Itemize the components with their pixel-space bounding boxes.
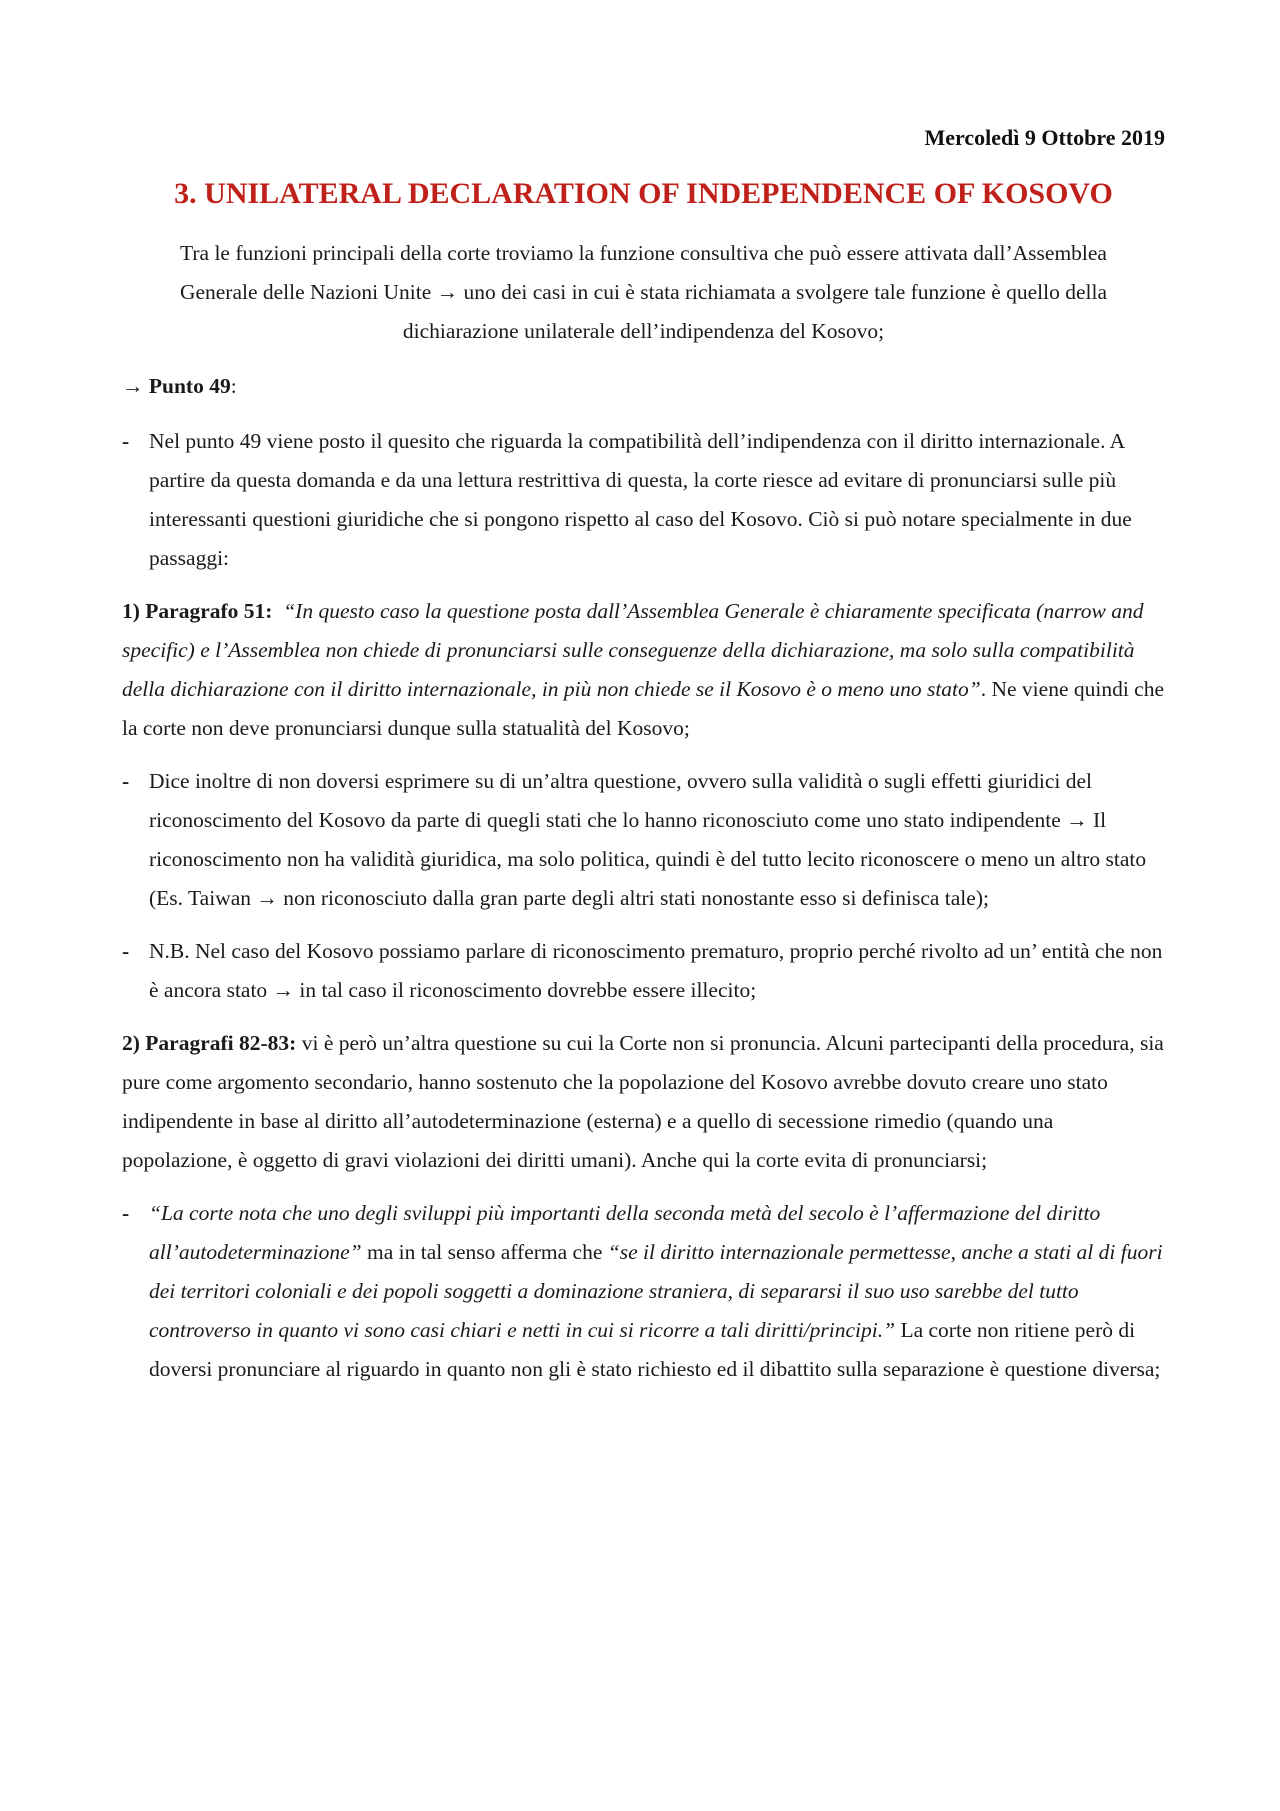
paragrafi-82-83 (122, 1024, 1165, 1180)
page-title: 3. UNILATERAL DECLARATION OF INDEPENDENCE OF KOSOVO (174, 177, 1113, 210)
paragrafo-51-label: 1) Paragrafo 51: (122, 599, 273, 623)
paragrafo-51 (122, 592, 1165, 748)
punto-49-colon: : (230, 374, 237, 398)
paragrafo-51-rest: . Ne viene quindi che la corte non deve pronunciarsi dunque sulla statualità del Kosovo; (122, 677, 1165, 740)
bullet-item (122, 932, 1165, 1010)
bullet-mid-text: ma in tal senso afferma che (361, 1240, 608, 1264)
arrow-glyph: → (122, 374, 149, 398)
bullet-text: Nel punto 49 viene posto il quesito che riguarda la compatibilità dell’indipendenza con il diritto internazionale. A partire da questa domanda e da una lettura restrittiva di questa, la corte riesce ad evitare di pronunciarsi sulle più interessanti questioni giuridiche che si pongono rispetto al caso del Kosovo. Ciò si può notare specialmente in due passaggi: (149, 429, 1132, 570)
bullet-dash: - (122, 769, 130, 793)
bullet-dash: - (122, 429, 130, 453)
punto-49-label: Punto 49 (148, 374, 231, 398)
date-header: Mercoledì 9 Ottobre 2019 (924, 125, 1165, 150)
bullet-dash: - (122, 939, 130, 963)
bullet-item (122, 762, 1165, 918)
bullet-end-text: La corte non ritiene però di doversi pronunciare al riguardo in quanto non gli è stato richiesto ed il dibattito sulla separazione è questione diversa; (149, 1318, 1161, 1381)
punto-49-heading (122, 367, 1165, 406)
bullet-item (122, 422, 1165, 578)
paragrafi-82-83-label: 2) Paragrafi 82-83: (122, 1031, 297, 1055)
bullet-quote-2: “se il diritto internazionale permettesse, anche a stati al di fuori dei territori coloniali e dei popoli soggetti a dominazione straniera, di separarsi il suo uso sarebbe del tutto controverso in quanto vi sono casi chiari e netti in cui si ricorre a tali diritti/principi.” (149, 1240, 1163, 1342)
paragrafo-51-quote: “In questo caso la questione posta dall’Assemblea Generale è chiaramente specificata (narrow and specific) e l’Assemblea non chiede di pronunciarsi sulle conseguenze della dichiarazione, ma solo sulla compatibilità della dichiarazione con il diritto internazionale, in più non chiede se il Kosovo è o meno uno stato” (122, 599, 1144, 701)
bullet-dash: - (122, 1201, 130, 1225)
bullet-quote-1: “La corte nota che uno degli sviluppi più importanti della seconda metà del secolo è l’affermazione del diritto all’autodeterminazione” (149, 1201, 1101, 1264)
paragrafi-82-83-text: vi è però un’altra questione su cui la Corte non si pronuncia. Alcuni partecipanti della procedura, sia pure come argomento secondario, hanno sostenuto che la popolazione del Kosovo avrebbe dovuto creare uno stato indipendente in base al diritto all’autodeterminazione (esterna) e a quello di secessione rimedio (quando una popolazione, è oggetto di gravi violazioni dei diritti umani). Anche qui la corte evita di pronunciarsi; (122, 1031, 1164, 1172)
bullet-text: Dice inoltre di non doversi esprimere su di un’altra questione, ovvero sulla validità o sugli effetti giuridici del riconoscimento del Kosovo da parte di quegli stati che lo hanno riconosciuto come uno stato indipendente → Il riconoscimento non ha validità giuridica, ma solo politica, quindi è del tutto lecito riconoscere o meno un altro stato (Es. Taiwan → non riconosciuto dalla gran parte degli altri stati nonostante esso si definisca tale); (149, 769, 1147, 910)
bullet-text: N.B. Nel caso del Kosovo possiamo parlare di riconoscimento prematuro, proprio perché rivolto ad un’ entità che non è ancora stato → in tal caso il riconoscimento dovrebbe essere illecito; (149, 939, 1163, 1002)
intro-paragraph: Tra le funzioni principali della corte troviamo la funzione consultiva che può essere attivata dall’Assemblea Generale delle Nazioni Unite → uno dei casi in cui è stata richiamata a svolgere tale funzione è quello della dichiarazione unilaterale dell’indipendenza del Kosovo; (179, 241, 1108, 343)
bullet-item (122, 1194, 1165, 1389)
